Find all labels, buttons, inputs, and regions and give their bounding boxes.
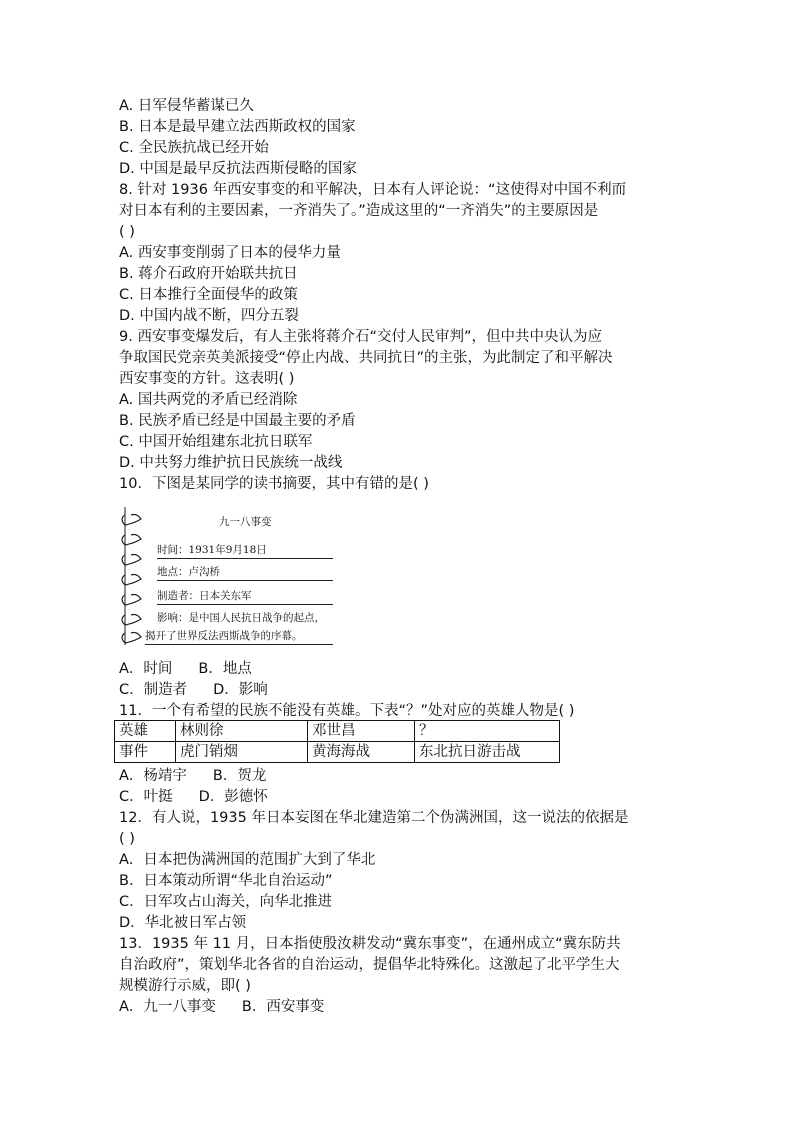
q9-stem-line: 西安事变的方针。这表明( ) <box>119 371 295 387</box>
q13-option-b: B．西安事变 <box>241 999 325 1015</box>
q10-option-c: C．制造者 <box>119 682 188 698</box>
figure-row-impact: 影响：是中国人民抗日战争的起点， <box>157 612 325 624</box>
table-cell: 邓世昌 <box>308 721 415 742</box>
q8-stem-line: 对日本有利的主要因素，一齐消失了。”造成这里的“一齐消失”的主要原因是 <box>119 203 599 219</box>
q7-option-b: B. 日本是最早建立法西斯政权的国家 <box>119 119 356 135</box>
table-row <box>115 721 560 742</box>
q8-option-b: B. 蒋介石政府开始联共抗日 <box>119 266 298 282</box>
q13-stem-line: 自治政府”，策划华北各省的自治运动，提倡华北特殊化。这激起了北平学生大 <box>119 957 620 973</box>
q11-options-row <box>119 787 679 808</box>
q10-stem: 10．下图是某同学的读书摘要，其中有错的是( ) <box>119 476 429 492</box>
q9-stem-line: 9. 西安事变爆发后，有人主张将蒋介石“交付人民审判”，但中共中央认为应 <box>119 329 602 345</box>
q13-stem-line: 13．1935 年 11 月，日本指使殷汝耕发动“冀东事变”，在通州成立“冀东防共 <box>119 936 621 952</box>
figure-row-impact-cont: 揭开了世界反法西斯战争的序幕。 <box>145 629 333 645</box>
q13-option-a: A．九一八事变 <box>119 999 216 1015</box>
q7-option-d: D. 中国是最早反抗法西斯侵略的国家 <box>119 161 357 177</box>
q11-option-c: C．叶挺 <box>119 789 173 805</box>
q9-option-d: D. 中共努力维护抗日民族统一战线 <box>119 455 343 471</box>
table-cell: ？ <box>415 721 560 742</box>
q9-option-a: A. 国共两党的矛盾已经消除 <box>119 392 298 408</box>
q7-option-a: A. 日军侵华蓄谋已久 <box>119 98 254 114</box>
table-cell: 事件 <box>115 742 176 763</box>
q10-options-row <box>119 659 679 680</box>
q12-option-a: A．日本把伪满洲国的范围扩大到了华北 <box>119 852 376 868</box>
q11-option-b: B．贺龙 <box>212 768 267 784</box>
q13-stem-line: 规模游行示威，即( ) <box>119 978 251 994</box>
q8-stem-line: 8. 针对 1936 年西安事变的和平解决，日本有人评论说：“这使得对中国不利而 <box>119 182 627 198</box>
q12-answer-blank: ( ) <box>119 831 135 847</box>
q11-option-a: A．杨靖宇 <box>119 768 187 784</box>
table-cell: 东北抗日游击战 <box>415 742 560 763</box>
q10-option-b: B．地点 <box>198 661 252 677</box>
q9-option-b: B. 民族矛盾已经是中国最主要的矛盾 <box>119 413 356 429</box>
q10-options-row <box>119 680 679 701</box>
q7-option-c: C. 全民族抗战已经开始 <box>119 140 269 156</box>
table-cell: 英雄 <box>115 721 176 742</box>
q9-option-c: C. 中国开始组建东北抗日联军 <box>119 434 313 450</box>
figure-row-time: 时间：1931年9月18日 <box>157 543 333 559</box>
q11-option-d: D．彭德怀 <box>198 789 268 805</box>
reading-notes-figure <box>119 505 341 647</box>
figure-row-maker: 制造者：日本关东军 <box>157 589 333 605</box>
q12-option-b: B．日本策动所谓“华北自治运动” <box>119 873 333 889</box>
q10-option-d: D．影响 <box>213 682 268 698</box>
notebook-spiral-icon <box>119 505 149 647</box>
table-row <box>115 742 560 763</box>
q11-stem: 11．一个有希望的民族不能没有英雄。下表“？”处对应的英雄人物是( ) <box>119 703 575 719</box>
q11-options-row <box>119 766 679 787</box>
table-cell: 黄海海战 <box>308 742 415 763</box>
q8-option-a: A. 西安事变削弱了日本的侵华力量 <box>119 245 341 261</box>
q13-options-row <box>119 997 679 1018</box>
table-cell: 虎门销烟 <box>176 742 308 763</box>
table-cell: 林则徐 <box>176 721 308 742</box>
q8-option-d: D. 中国内战不断，四分五裂 <box>119 308 299 324</box>
q9-stem-line: 争取国民党亲英美派接受“停止内战、共同抗日”的主张，为此制定了和平解决 <box>119 350 613 366</box>
q8-answer-blank: ( ) <box>119 224 135 240</box>
q12-option-d: D．华北被日军占领 <box>119 915 247 931</box>
q12-stem-line: 12．有人说，1935 年日本妄图在华北建造第二个伪满洲国，这一说法的依据是 <box>119 810 629 826</box>
figure-title: 九一八事变 <box>219 516 272 528</box>
q10-option-a: A．时间 <box>119 661 173 677</box>
q8-option-c: C. 日本推行全面侵华的政策 <box>119 287 298 303</box>
hero-table <box>114 720 560 763</box>
figure-row-place: 地点：卢沟桥 <box>157 565 333 581</box>
q12-option-c: C．日军攻占山海关，向华北推进 <box>119 894 333 910</box>
